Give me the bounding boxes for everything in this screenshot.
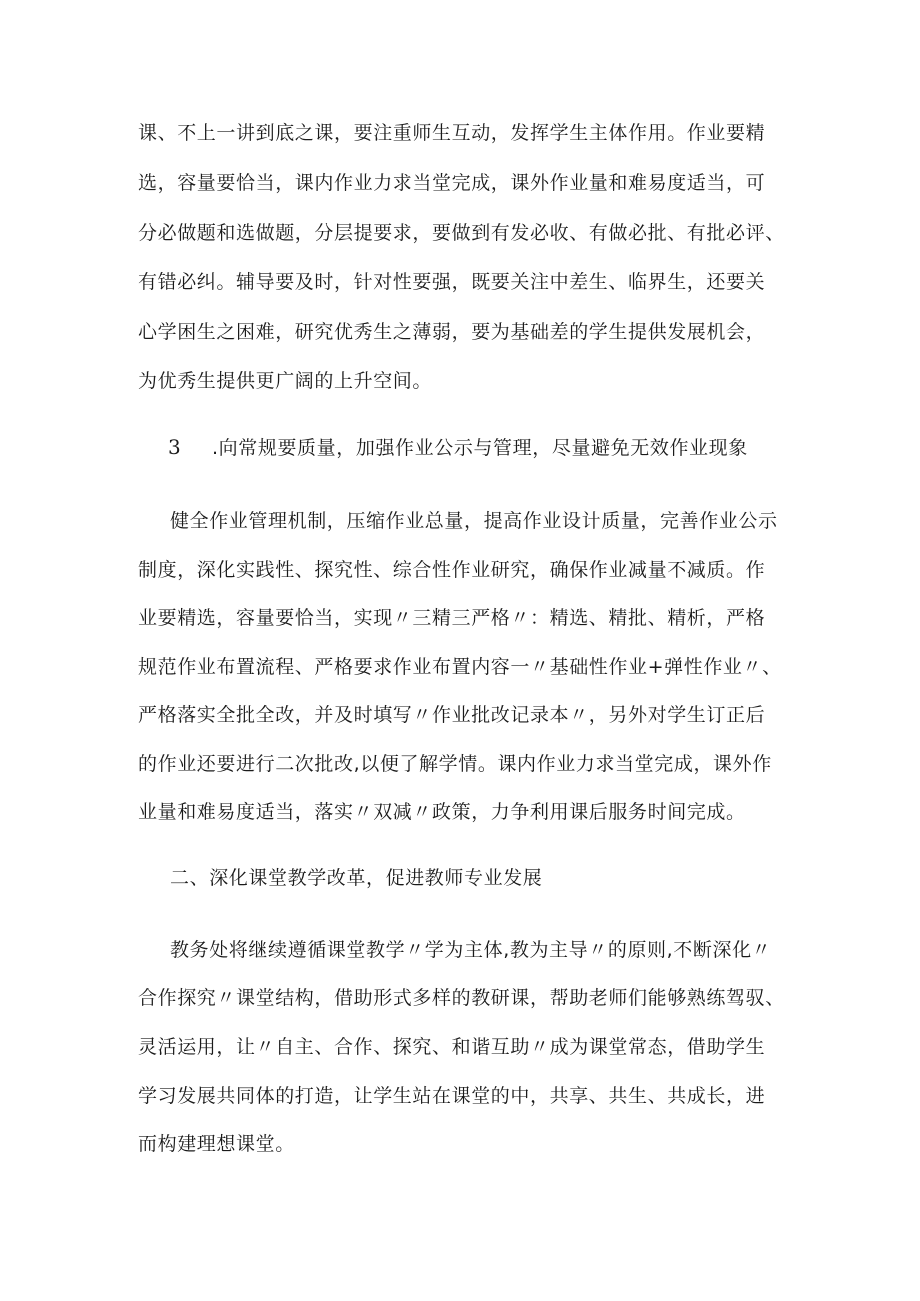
text-line: 教务处将继续遵循课堂教学〃学为主体,教为主导〃的原则,不断深化〃 — [170, 939, 772, 961]
text-line: 严格落实全批全改，并及时填写〃作业批改记录本〃，另外对学生订正后 — [138, 704, 766, 726]
text-line: 心学困生之困难，研究优秀生之薄弱，要为基础差的学生提供发展机会， — [138, 321, 766, 343]
text-line: 分必做题和选做题，分层提要求，要做到有发必收、有做必批、有批必评、 — [138, 222, 785, 244]
text-line: 制度，深化实践性、探究性、综合性作业研究，确保作业减量不减质。作 — [138, 559, 766, 581]
text-line: 合作探究〃课堂结构，借助形式多样的教研课，帮助老师们能够熟练驾驭、 — [138, 987, 785, 1009]
text-line: 的作业还要进行二次批改,以便了解学情。课内作业力求当堂完成，课外作 — [138, 753, 772, 775]
text-line: 健全作业管理机制，压缩作业总量，提高作业设计质量，完善作业公示 — [170, 510, 778, 532]
text-line: 灵活运用，让〃自主、合作、探究、和谐互助〃成为课堂常态，借助学生 — [138, 1036, 766, 1058]
text-line: 课、不上一讲到底之课，要注重师生互动，发挥学生主体作用。作业要精 — [138, 122, 766, 144]
text-line: 为优秀生提供更广阔的上升空间。 — [138, 370, 433, 392]
text-line: 规范作业布置流程、严格要求作业布置内容一〃基础性作业+弹性作业〃、 — [138, 656, 782, 678]
text-line: 业要精选，容量要恰当，实现〃三精三严格〃：精选、精批、精析，严格 — [138, 607, 766, 629]
text-line: 学习发展共同体的打造，让学生站在课堂的中，共享、共生、共成长，进 — [138, 1085, 766, 1107]
subheading-number: 3 — [168, 435, 181, 459]
text-line: 有错必纠。辅导要及时，针对性要强，既要关注中差生、临界生，还要关 — [138, 271, 766, 293]
text-line: 业量和难易度适当，落实〃双减〃政策，力争利用课后服务时间完成。 — [138, 801, 746, 823]
text-line: 而构建理想课堂。 — [138, 1133, 295, 1155]
text-line: 选，容量要恰当，课内作业力求当堂完成，课外作业量和难易度适当，可 — [138, 172, 766, 194]
section-title: 二、深化课堂教学改革，促进教师专业发展 — [170, 867, 543, 889]
subheading-text: .向常规要质量，加强作业公示与管理，尽量避免无效作业现象 — [212, 437, 748, 459]
